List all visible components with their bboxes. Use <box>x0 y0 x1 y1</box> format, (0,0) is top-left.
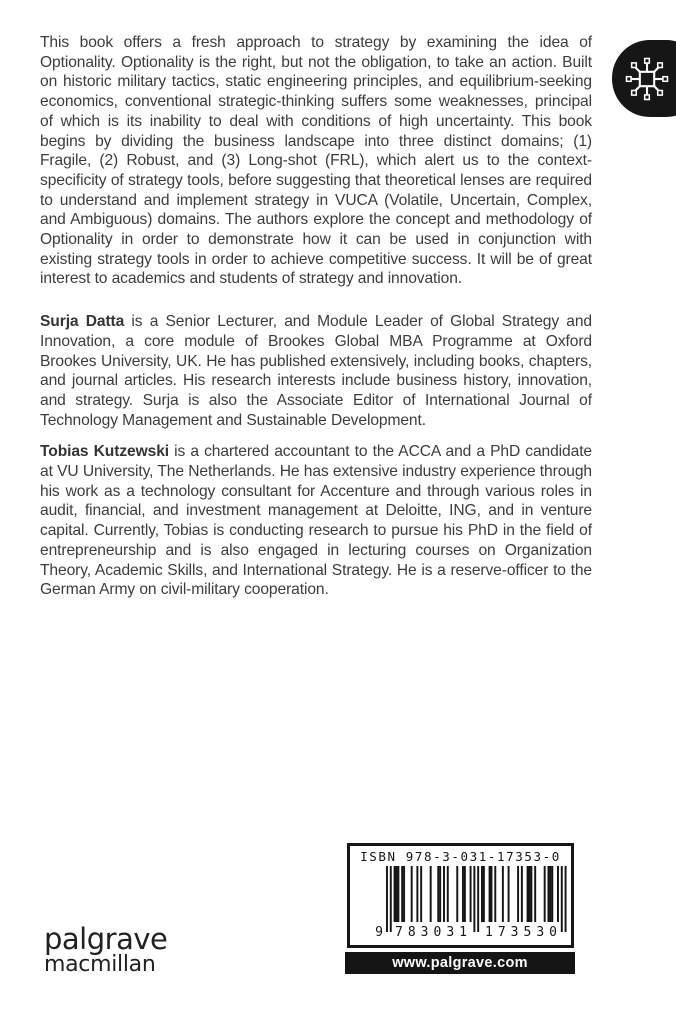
publisher-website-bar <box>345 952 575 974</box>
barcode-digit-left: 9 <box>375 925 383 938</box>
publisher-wordmark <box>44 924 167 976</box>
barcode-digits-group1: 783031 <box>395 925 467 938</box>
blurb-paragraph <box>40 33 592 289</box>
author-bio-2 <box>40 442 592 600</box>
author-2-name: Tobias Kutzewski <box>40 443 170 461</box>
blurb-text: This book offers a fresh approach to strategy by examining the idea of Optionality. Optionality is the right, but not the obligation, to take an action. Built on historic military tactics, static engineering principles, and equilibrium-seeking economics, conventional strategic-thinking suffers some weaknesses, principal of which is its inability to deal with conditions of high uncertainty. This book begins by dividing the business landscape into three distinct domains; (1) Fragile, (2) Robust, and (3) Long-shot (FRL), which alert us to the context-specificity of strategy tools, before suggesting that theoretical lenses are required to understand and implement strategy in VUCA (Volatile, Uncertain, Complex, and Ambiguous) domains. The authors explore the concept and methodology of Optionality in order to demonstrate how it can be used in conjunction with existing strategy tools in order to achieve competitive success. It will be of great interest to academics and students of strategy and innovation. <box>40 34 592 288</box>
publisher-wordmark-line2: macmillan <box>44 952 156 977</box>
barcode-digits-group2: 173530 <box>485 925 557 938</box>
author-bio-1 <box>40 312 592 430</box>
publisher-website-text: www.palgrave.com <box>392 955 528 971</box>
author-1-bio-text: is a Senior Lecturer, and Module Leader of Global Strategy and Innovation, a core module of Brookes Global MBA Programme at Oxford Brookes University, UK. He has published extensively, including books, chapters, and journal articles. His research interests include business history, innovation, and strategy. Surja is also the Associate Editor of International Journal of Technology Management and Sustainable Development. <box>40 313 592 429</box>
back-cover-text <box>40 33 592 600</box>
hub-network-icon <box>624 56 670 102</box>
publisher-wordmark-line1: palgrave <box>44 922 168 956</box>
isbn-label: ISBN 978-3-031-17353-0 <box>360 849 561 864</box>
isbn-barcode-box <box>347 843 574 948</box>
publisher-badge <box>612 40 676 117</box>
ean13-barcode <box>350 866 571 938</box>
author-1-name: Surja Datta <box>40 313 125 331</box>
author-2-bio-text: is a chartered accountant to the ACCA and a PhD candidate at VU University, The Netherlands. He has extensive industry experience through his work as a technology consultant for Accenture and through various roles in audit, financial, and investment management at Deloitte, ING, and in venture capital. Currently, Tobias is conducting research to pursue his PhD in the field of entrepreneurship and is also engaged in lecturing courses on Organization Theory, Academic Skills, and International Strategy. He is a reserve-officer to the German Army on civil-military cooperation. <box>40 443 593 599</box>
